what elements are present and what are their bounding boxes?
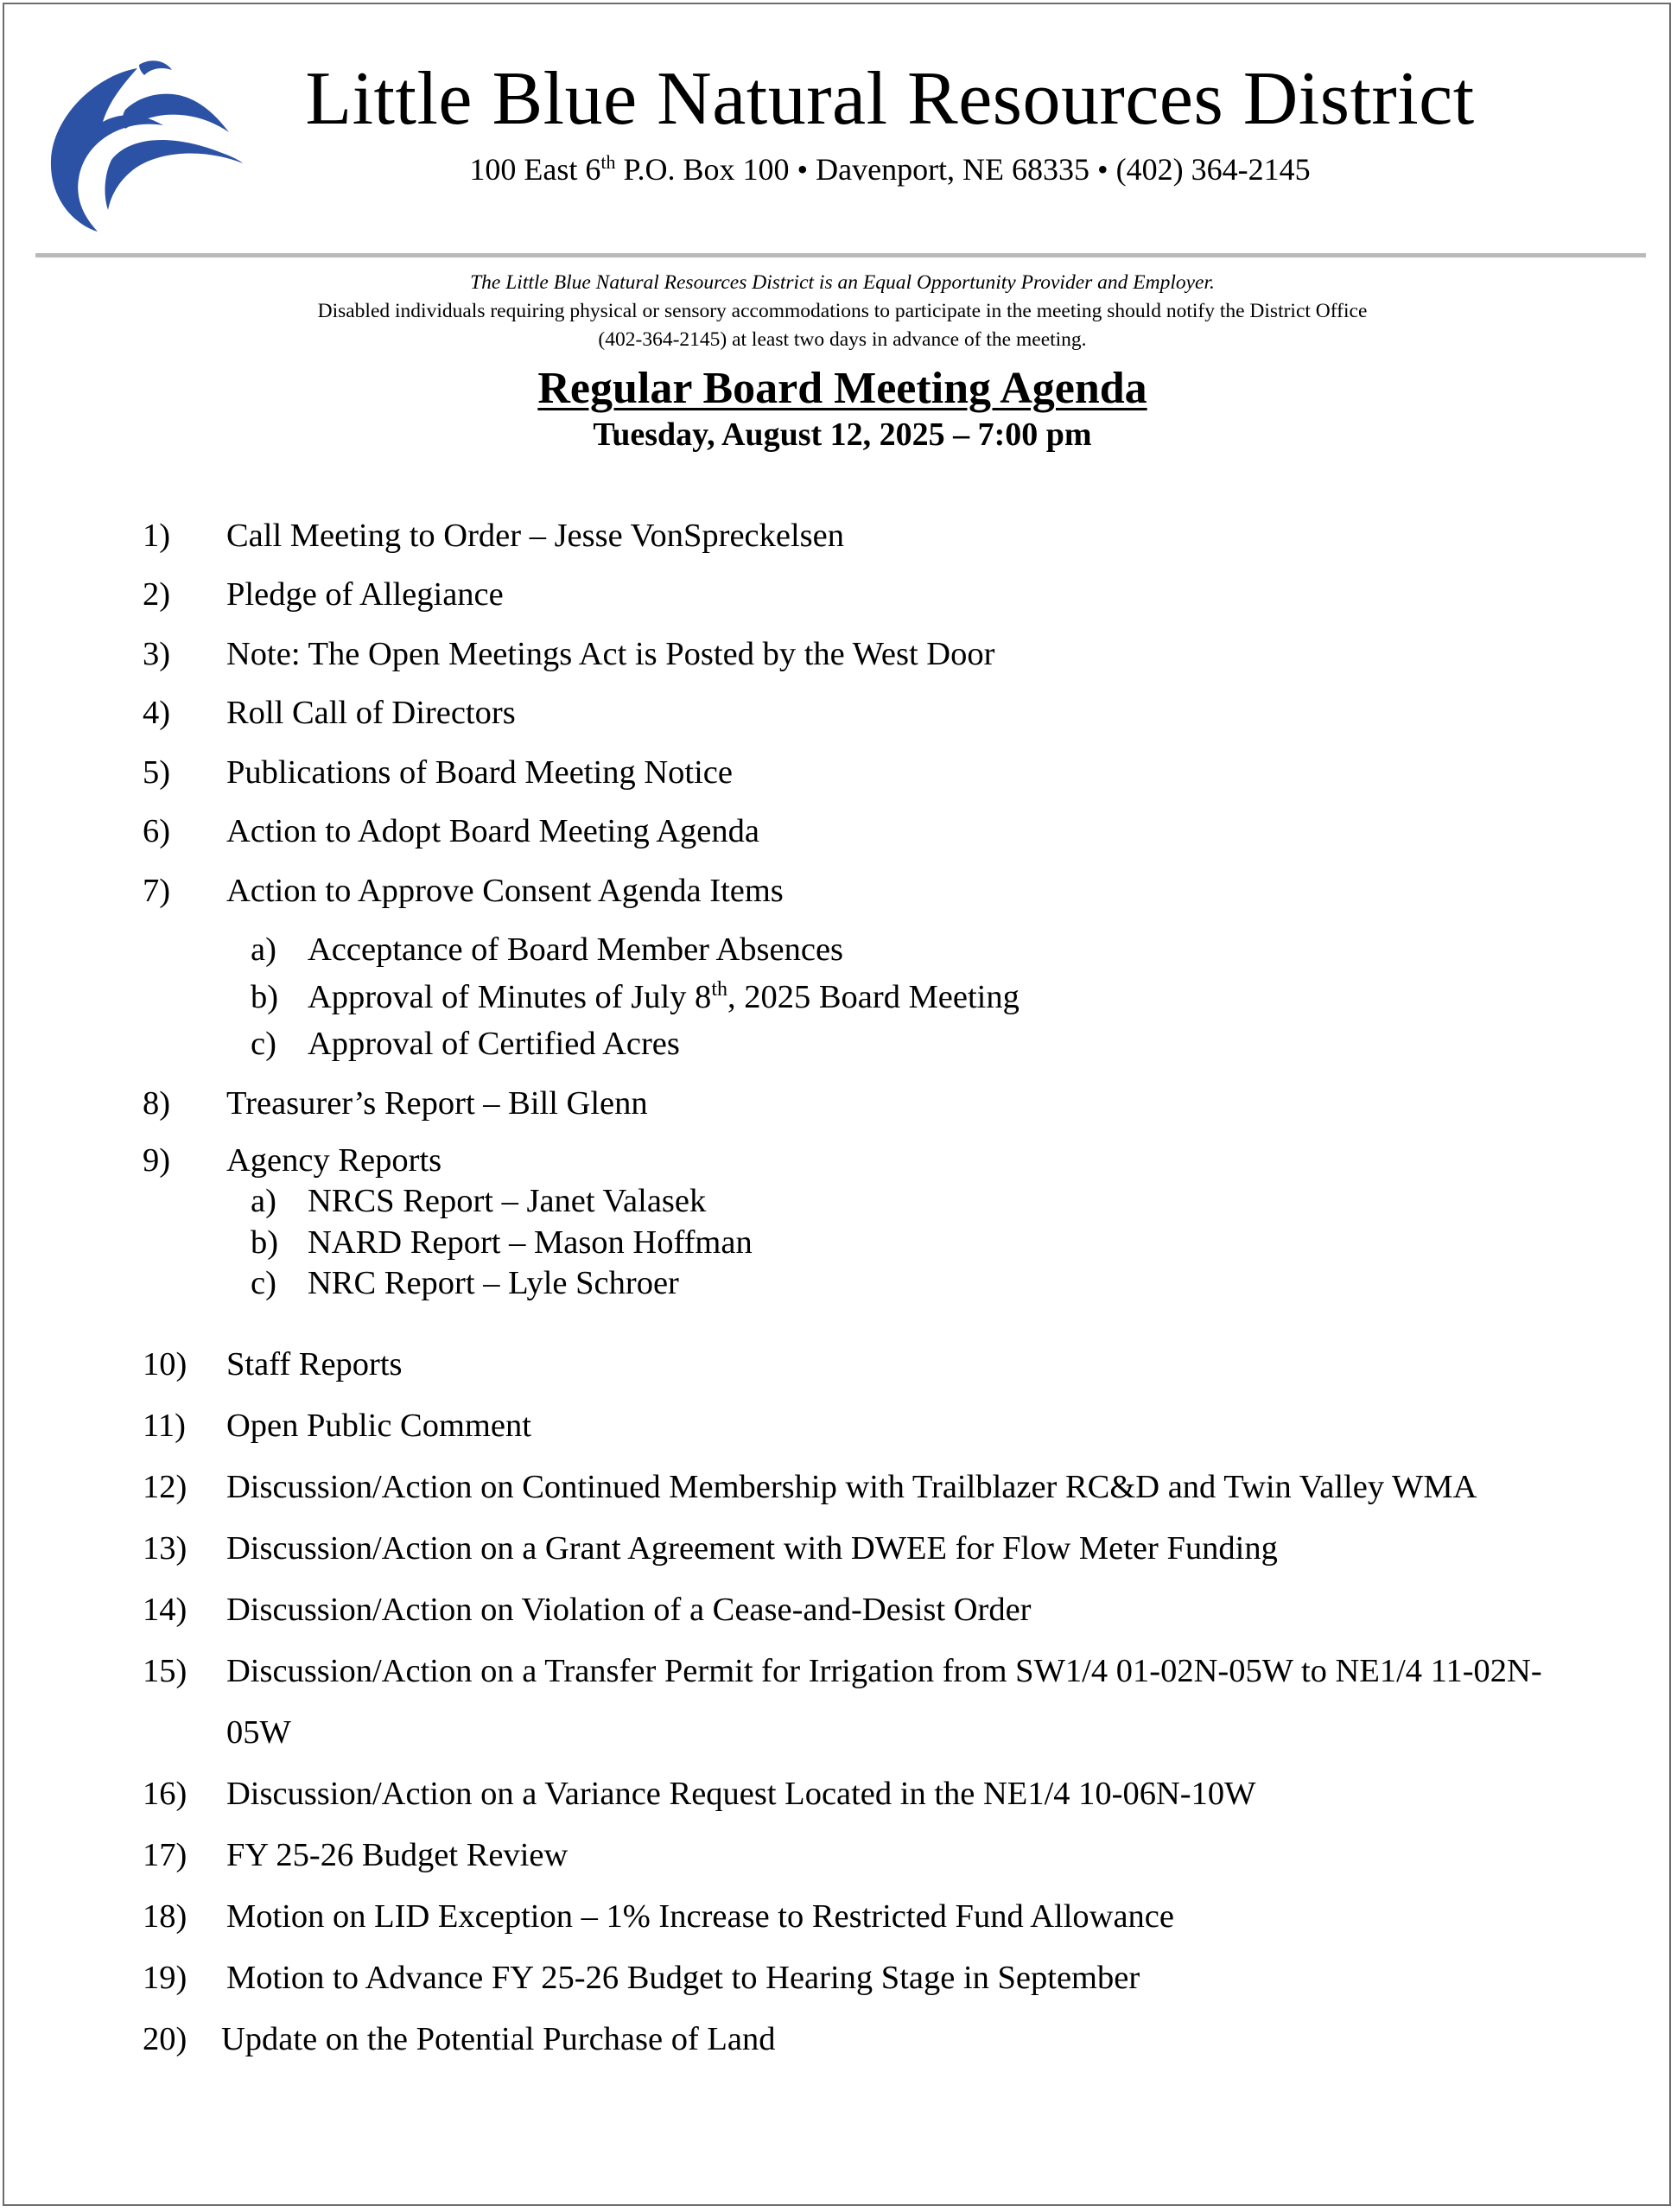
item-number: 5) (143, 754, 171, 791)
item-text: Staff Reports (226, 1346, 403, 1382)
accommodation-line-2: (402-364-2145) at least two days in advance of the meeting. (598, 328, 1087, 351)
item-number: 17) (143, 1837, 187, 1873)
subitem-text: NARD Report – Mason Hoffman (308, 1224, 753, 1261)
item-text: Discussion/Action on Continued Membership with Trailblazer RC&D and Twin Valley WMA (226, 1469, 1477, 1505)
item-number: 18) (143, 1898, 187, 1935)
agenda-title-text: Regular Board Meeting Agenda (537, 364, 1147, 413)
item-text: Publications of Board Meeting Notice (226, 754, 733, 791)
subitem-letter: a) (251, 931, 276, 968)
item-text: Discussion/Action on Violation of a Cease-and-Desist Order (226, 1592, 1032, 1628)
accommodation-line-1: Disabled individuals requiring physical or sensory accommodations to participate in the meeting should notify the District Office (317, 300, 1368, 322)
subitem-text: Approval of Certified Acres (308, 1026, 680, 1062)
subitem-letter: c) (251, 1265, 276, 1301)
item-text: Action to Approve Consent Agenda Items (226, 873, 784, 909)
subitem-letter: b) (251, 979, 279, 1015)
logo-wave-middle (105, 140, 243, 210)
item-number: 20) (143, 2021, 187, 2057)
agenda-item-continuation: 05W (226, 1714, 291, 1751)
item-number: 4) (143, 695, 171, 731)
equal-opportunity-statement: The Little Blue Natural Resources District is an Equal Opportunity Provider and Employer. (470, 271, 1215, 294)
item-text: Agency Reports (226, 1142, 442, 1179)
organization-name: Little Blue Natural Resources District (305, 57, 1475, 141)
header-divider (35, 253, 1646, 257)
item-number: 14) (143, 1592, 187, 1628)
subitem-letter: b) (251, 1224, 279, 1261)
logo-wave-hook (139, 60, 172, 75)
subitem-letter: a) (251, 1183, 276, 1219)
item-text: Discussion/Action on a Variance Request Located in the NE1/4 10-06N-10W (226, 1776, 1256, 1812)
item-number: 19) (143, 1960, 187, 1996)
subitem-text: Acceptance of Board Member Absences (308, 931, 844, 968)
item-text: Call Meeting to Order – Jesse VonSpreckelsen (226, 518, 844, 554)
item-text: Motion to Advance FY 25-26 Budget to Hearing Stage in September (226, 1960, 1140, 1996)
item-text: Discussion/Action on a Transfer Permit for Irrigation from SW1/4 01-02N-05W to NE1/4 11-02N- (226, 1653, 1542, 1689)
item-text: FY 25-26 Budget Review (226, 1837, 569, 1873)
agenda-title (177, 360, 1508, 417)
item-text: Action to Adopt Board Meeting Agenda (226, 813, 759, 849)
subitem-text-suffix: , 2025 Board Meeting (727, 979, 1020, 1015)
item-number: 6) (143, 813, 171, 849)
subitem-text (308, 976, 1020, 1019)
item-number: 9) (143, 1142, 171, 1179)
item-number: 12) (143, 1469, 187, 1505)
item-number: 3) (143, 636, 171, 672)
item-number: 16) (143, 1776, 187, 1812)
logo-wave-top (123, 94, 229, 132)
item-number: 2) (143, 576, 171, 613)
item-text: Treasurer’s Report – Bill Glenn (226, 1085, 648, 1122)
organization-address (264, 143, 1516, 189)
item-text: Roll Call of Directors (226, 695, 516, 731)
district-logo (35, 56, 243, 238)
item-text: Discussion/Action on a Grant Agreement with DWEE for Flow Meter Funding (226, 1530, 1278, 1567)
item-number: 15) (143, 1653, 187, 1689)
agenda-page (3, 3, 1671, 2206)
subitem-letter: c) (251, 1026, 276, 1062)
item-number: 13) (143, 1530, 187, 1567)
address-suffix: P.O. Box 100 • Davenport, NE 68335 • (402) 364-2145 (615, 152, 1311, 187)
item-number: 7) (143, 873, 171, 909)
item-text: Open Public Comment (226, 1408, 531, 1444)
subitem-superscript: th (711, 978, 727, 1001)
item-text: Pledge of Allegiance (226, 576, 504, 613)
subitem-text: NRCS Report – Janet Valasek (308, 1183, 707, 1219)
item-number: 1) (143, 518, 171, 554)
item-number: 8) (143, 1085, 171, 1122)
item-text: Motion on LID Exception – 1% Increase to Restricted Fund Allowance (226, 1898, 1174, 1935)
address-prefix: 100 East 6 (469, 152, 601, 187)
item-text: Note: The Open Meetings Act is Posted by the West Door (226, 636, 995, 672)
item-number: 11) (143, 1408, 186, 1444)
item-number: 10) (143, 1346, 187, 1382)
meeting-date: Tuesday, August 12, 2025 – 7:00 pm (593, 416, 1092, 453)
subitem-text-prefix: Approval of Minutes of July 8 (308, 979, 712, 1015)
subitem-text: NRC Report – Lyle Schroer (308, 1265, 679, 1301)
item-text: Update on the Potential Purchase of Land (221, 2021, 776, 2057)
accommodation-notice (134, 269, 1551, 354)
address-superscript: th (600, 151, 616, 173)
